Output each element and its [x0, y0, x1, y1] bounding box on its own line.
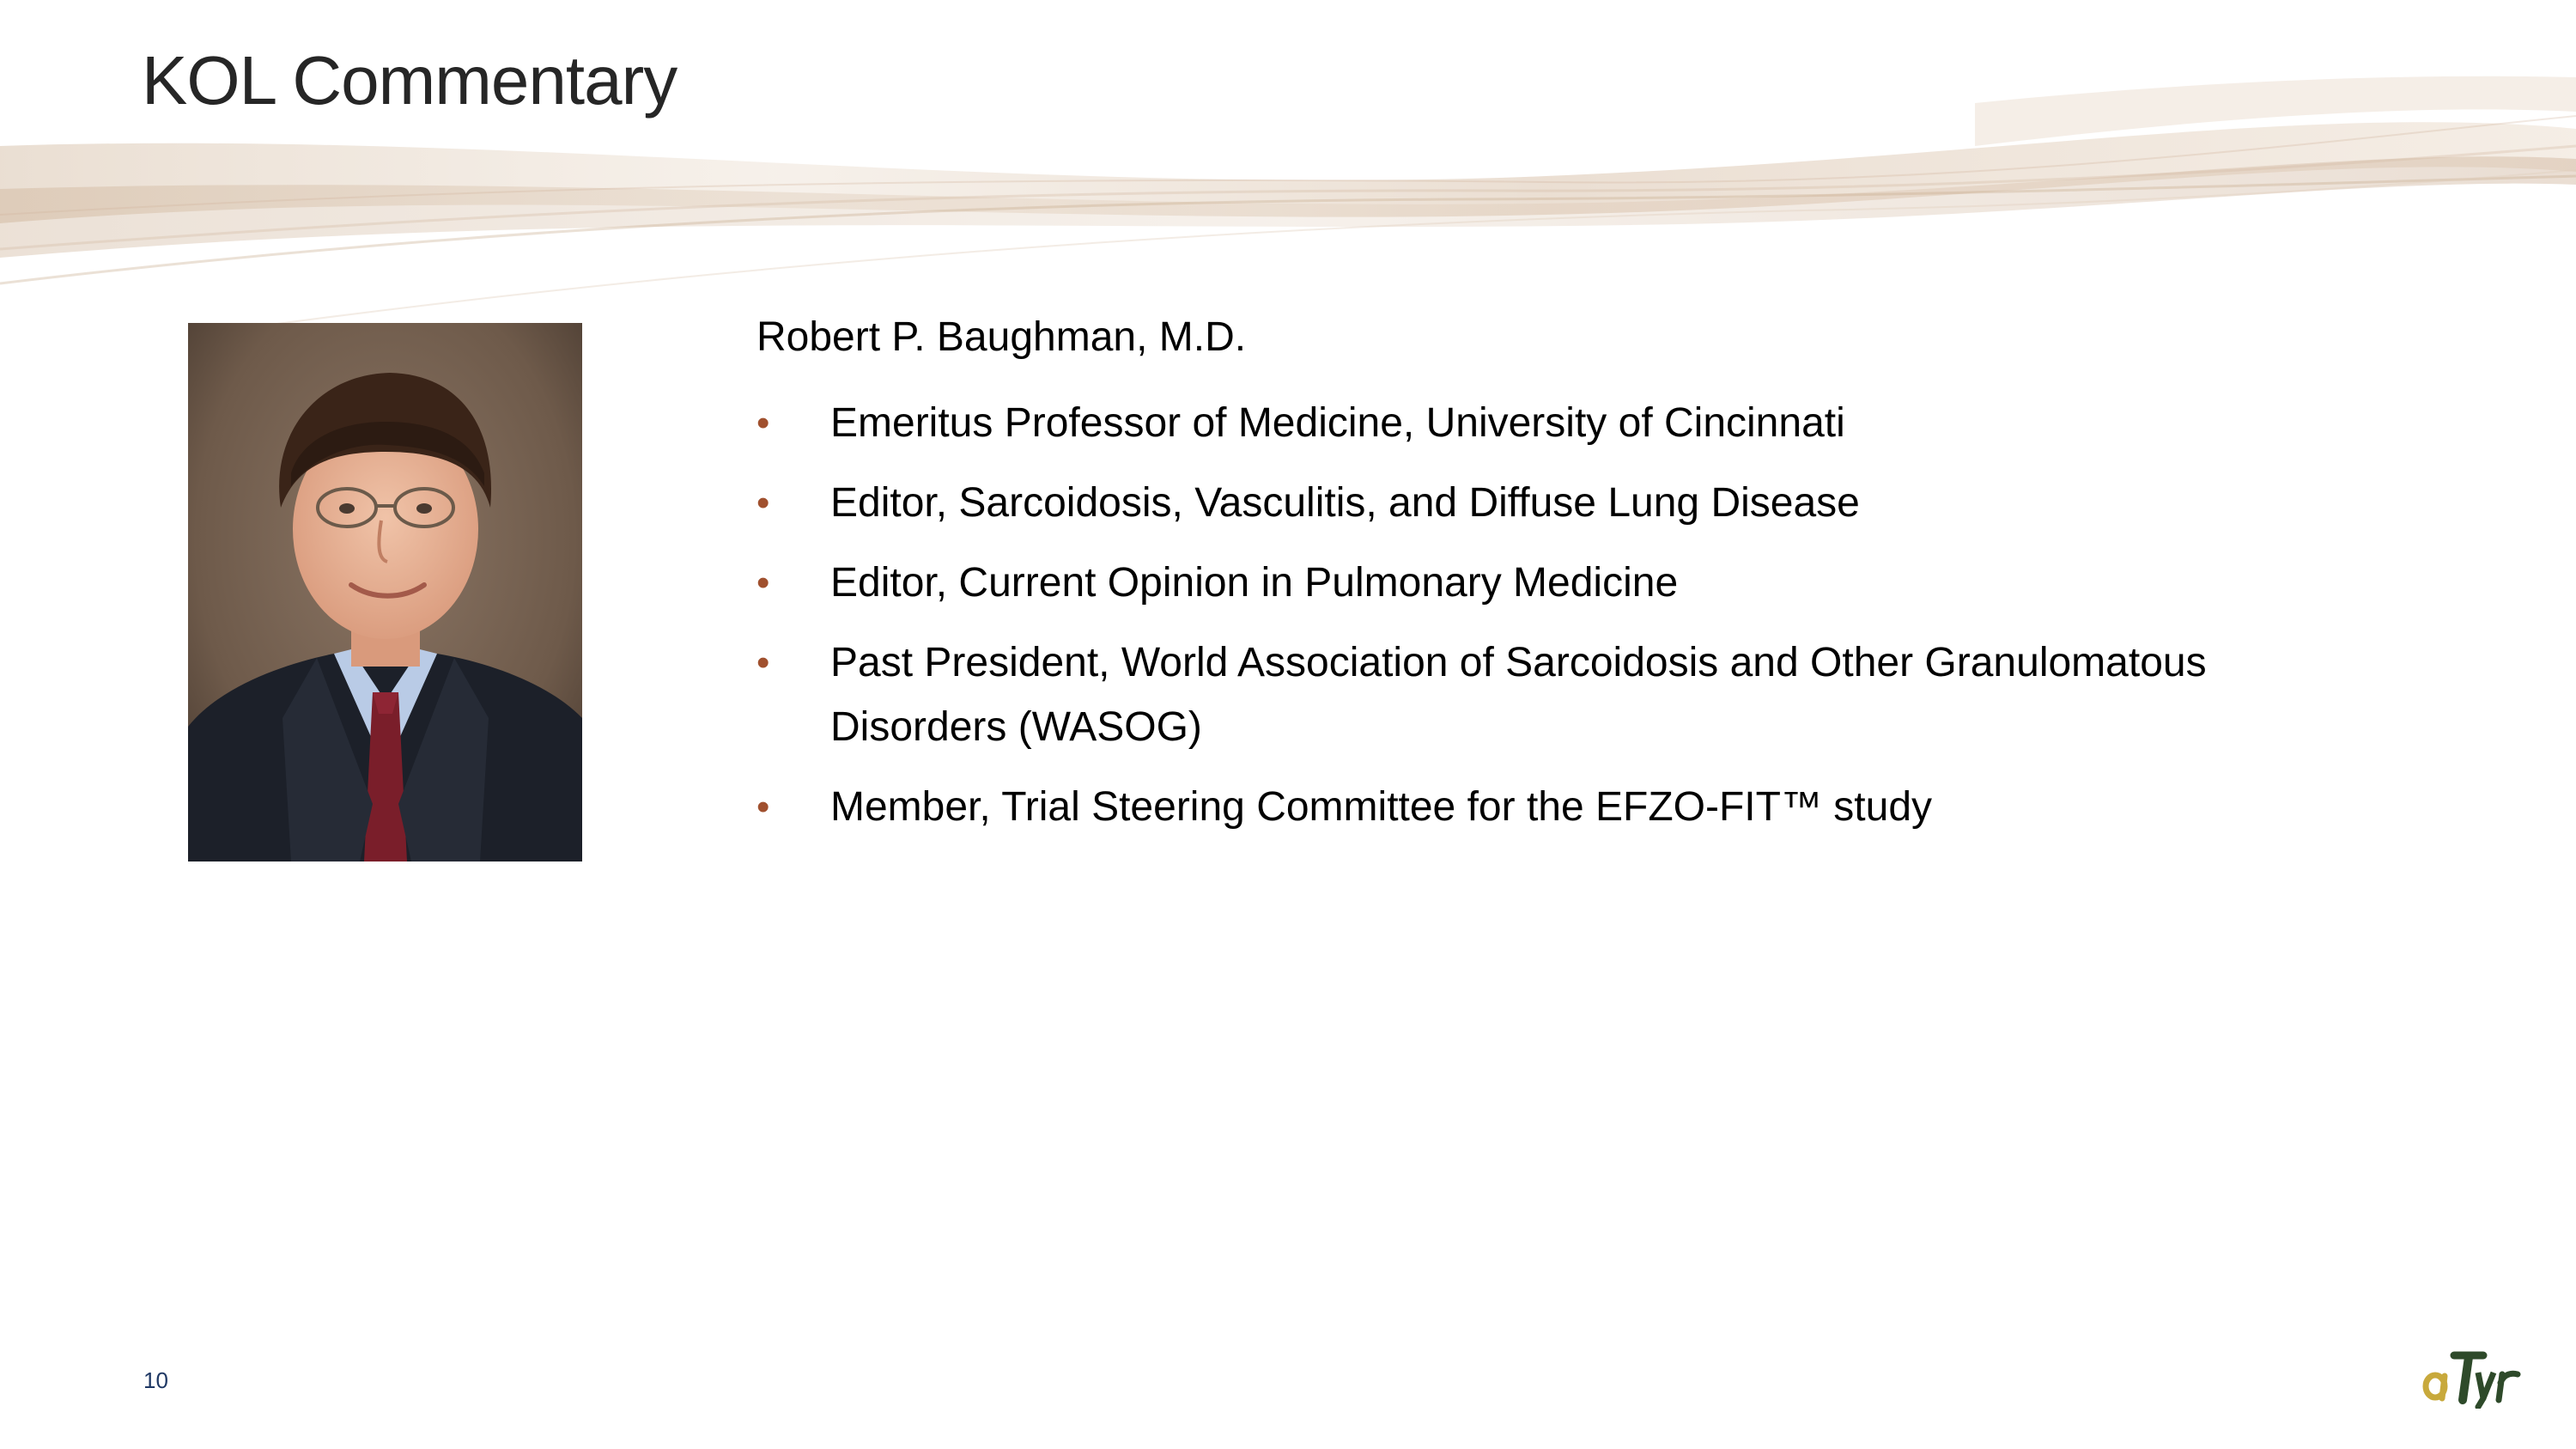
- kol-name: Robert P. Baughman, M.D.: [756, 314, 1247, 360]
- bullet-icon: •: [756, 562, 770, 604]
- credential-item: [756, 391, 2302, 455]
- atyr-logo: [2421, 1349, 2521, 1409]
- credential-text: Past President, World Association of Sarcoidosis and Other Granulomatous Disorders (WASOG): [830, 640, 2207, 750]
- bio-section: [756, 311, 2302, 855]
- slide-title: KOL Commentary: [142, 42, 677, 119]
- credential-text: Emeritus Professor of Medicine, University of Cincinnati: [830, 400, 1845, 446]
- bullet-icon: •: [756, 642, 770, 684]
- page-number: 10: [143, 1367, 168, 1393]
- credentials-list: [756, 391, 2302, 839]
- bullet-icon: •: [756, 402, 770, 444]
- credential-item: [756, 630, 2302, 759]
- credential-text: Member, Trial Steering Committee for the EFZO-FIT™ study: [830, 784, 1933, 830]
- bullet-icon: •: [756, 786, 770, 828]
- credential-item: [756, 551, 2302, 615]
- credential-item: [756, 471, 2302, 535]
- portrait-illustration: [188, 323, 582, 861]
- credential-text: Editor, Current Opinion in Pulmonary Medicine: [830, 560, 1679, 606]
- credential-item: [756, 775, 2302, 839]
- portrait-photo: [188, 323, 582, 861]
- bullet-icon: •: [756, 482, 770, 524]
- credential-text: Editor, Sarcoidosis, Vasculitis, and Diffuse Lung Disease: [830, 480, 1860, 526]
